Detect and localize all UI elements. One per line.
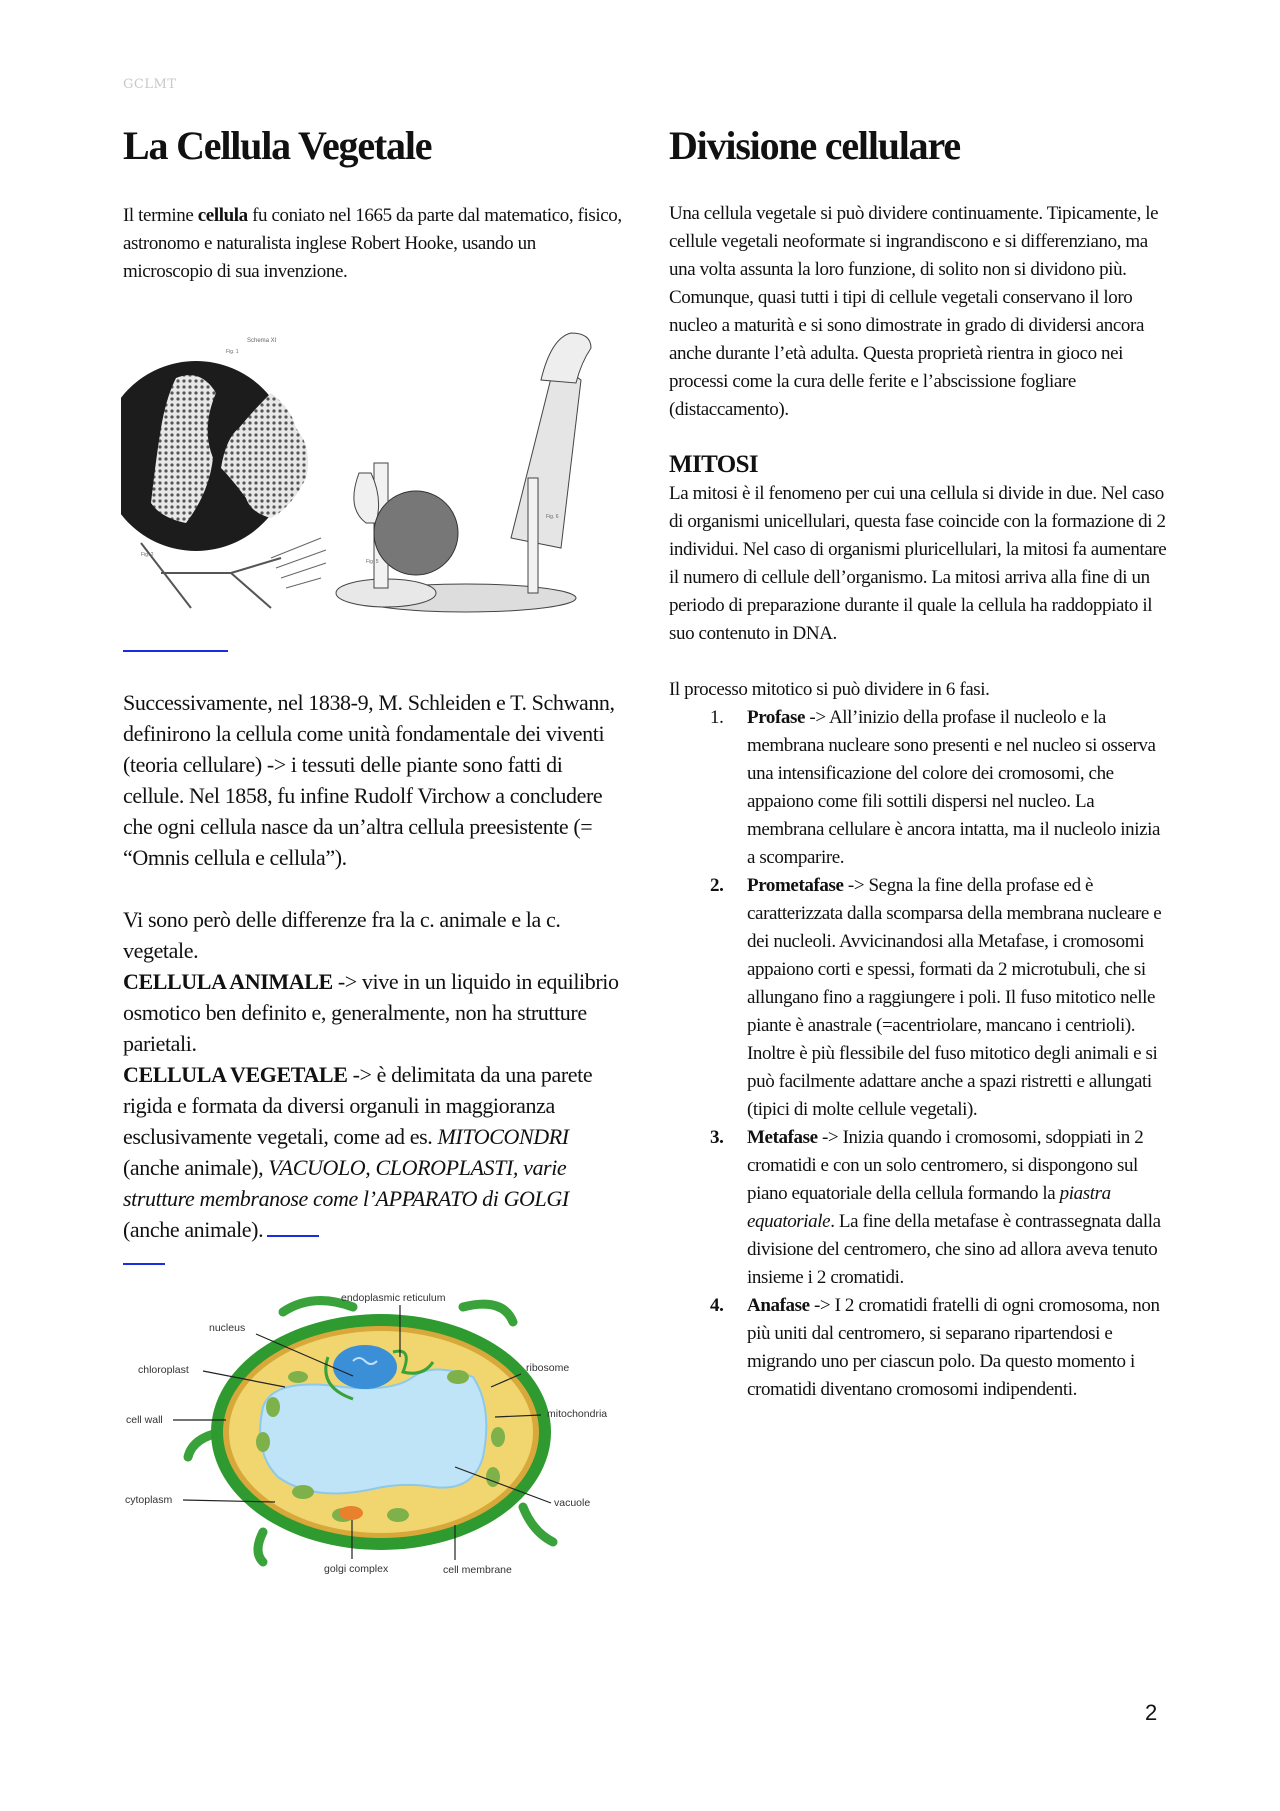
plant-cell-text: -> è delimitata da una parete rigida e formata da diversi organuli in maggioranza esclusivamente vegetali, come ad es. <box>123 1062 593 1149</box>
phase-description: -> I 2 cromatidi fratelli di ogni cromosoma, non più uniti dal centromero, si separano ripartendosi e migrando uno per ciascun polo. Da questo momento i cromatidi diventano cromosomi indipendenti. <box>747 1295 1160 1400</box>
left-column <box>123 118 623 1577</box>
animal-cell-label: CELLULA ANIMALE <box>123 969 333 994</box>
section-title-divisione-cellulare: Divisione cellulare <box>669 123 960 168</box>
svg-text:Fig. 5: Fig. 5 <box>366 559 379 565</box>
process-intro: Il processo mitotico si può dividere in 6 fasi. <box>669 679 990 700</box>
hyperlink-underline[interactable] <box>123 650 228 652</box>
phase-description: -> Segna la fine della profase ed è caratterizzata dalla scomparsa della membrana nucleare e dei nucleoli. Avvicinandosi alla Metafase, i cromosomi appaiono corti e spessi, formati da 2 microtubuli, che si allungano fino a raggiungere i poli. Il fuso mitotico nelle piante è anastrale (=acentriolare, mancano i centrioli). Inoltre è più flessibile del fuso mitotico degli animali e si può facilmente adattare anche a spazi ristretti e allungati (tipici di molte cellule vegetali). <box>747 875 1162 1120</box>
microscope-drawing <box>336 333 591 612</box>
intro-paragraph <box>123 202 623 286</box>
plant-cell-illustration <box>113 1277 613 1577</box>
svg-text:Fig. 2: Fig. 2 <box>141 552 154 558</box>
phase-italic-term: piastra equatoriale <box>747 1183 1111 1232</box>
phase-item-metafase <box>669 1124 1169 1292</box>
label-golgi-complex: golgi complex <box>324 1563 389 1575</box>
phase-description: -> Inizia quando i cromosomi, sdoppiati in 2 cromatidi e con un solo centromero, si dispongono sul piano equatoriale della cellula formando la <box>747 1127 1144 1204</box>
plant-cell-text-3: (anche animale). <box>123 1217 264 1242</box>
mitosis-phases-list <box>669 704 1169 1404</box>
label-nucleus: nucleus <box>209 1322 246 1334</box>
phase-item-anafase <box>669 1292 1169 1404</box>
hyperlink-underline-2[interactable] <box>123 1263 165 1265</box>
mitosi-heading: MITOSI <box>669 451 759 478</box>
animal-cell-text: -> vive in un liquido in equilibrio osmotico ben definito e, generalmente, non ha strutture parietali. <box>123 969 619 1056</box>
phase-description: -> All’inizio della profase il nucleolo e la membrana nucleare sono presenti e nel nucleo si osserva una intensificazione del colore dei cromosomi, che appaiono come fili sottili dispersi nel nucleo. La membrana cellulare è ancora intatta, ma il nucleolo inizia a scomparire. <box>747 707 1161 868</box>
plant-cell-diagram <box>113 1277 613 1577</box>
phase-name: Profase <box>747 707 806 728</box>
page-title-cellula-vegetale: La Cellula Vegetale <box>123 123 432 168</box>
division-intro-paragraph: Una cellula vegetale si può dividere continuamente. Tipicamente, le cellule vegetali neoformate si ingrandiscono e si differenziano, ma una volta assunta la loro funzione, di solito non si dividono più. Comunque, quasi tutti i tipi di cellule vegetali conservano il loro nucleo a maturità e si sono dimostrate in grado di dividersi ancora anche durante l’età adulta. Questa proprietà rientra in gioco nei processi come la cura delle ferite e l’abscissione fogliare (distaccamento). <box>669 203 1159 420</box>
organelle-mitochondria: MITOCONDRI <box>437 1124 569 1149</box>
intro-text-rest: fu coniato nel 1665 da parte dal matematico, fisico, astronomo e naturalista inglese Robert Hooke, usando un microscopio di sua invenzione. <box>123 205 622 282</box>
svg-text:Fig. 1: Fig. 1 <box>226 349 239 355</box>
fig-label-top: Schema XI <box>247 338 277 344</box>
phase-name: Anafase <box>747 1295 810 1316</box>
phase-name: Metafase <box>747 1127 818 1148</box>
intro-text: Il termine <box>123 205 198 226</box>
phase-number: 2. <box>710 875 724 896</box>
plant-cell-definition <box>123 1059 623 1245</box>
phase-number: 1. <box>710 707 724 728</box>
label-chloroplast: chloroplast <box>138 1364 189 1376</box>
svg-text:Fig. 6: Fig. 6 <box>546 514 559 520</box>
nucleus-shape <box>333 1345 397 1389</box>
hooke-microscope-figure <box>121 318 601 638</box>
intro-bold-term: cellula <box>197 205 248 226</box>
phase-item-profase <box>669 704 1169 872</box>
differences-paragraph <box>123 904 623 1245</box>
history-paragraph: Successivamente, nel 1838-9, M. Schleiden e T. Schwann, definirono la cellula come unità fondamentale dei viventi (teoria cellulare) -> i tessuti delle piante sono fatti di cellule. Nel 1858, fu infine Rudolf Virchow a concludere che ogni cellula nasce da un’altra cellula preesistente (= “Omnis cellula e cellula”). <box>123 690 615 870</box>
label-cell-wall: cell wall <box>126 1414 163 1426</box>
hooke-engraving-illustration <box>121 318 601 618</box>
phase-number: 3. <box>710 1127 724 1148</box>
mitosi-paragraph: La mitosi è il fenomeno per cui una cellula si divide in due. Nel caso di organismi unicellulari, questa fase coincide con la formazione di 2 individui. Nel caso di organismi pluricellulari, la mitosi fa aumentare il numero di cellule dell’organismo. La mitosi arriva alla fine di un periodo di preparazione durante il quale la cellula ha raddoppiato il suo contenuto in DNA. <box>669 483 1167 644</box>
animal-cell-definition <box>123 966 623 1059</box>
page-number: 2 <box>1145 1700 1158 1725</box>
hyperlink-underline-inline[interactable] <box>267 1235 319 1237</box>
label-vacuole: vacuole <box>554 1497 591 1509</box>
phase-description-rest: . La fine della metafase è contrassegnata dalla divisione del centromero, che sino ad allora aveva tenuto insieme i 2 cromatidi. <box>747 1211 1161 1288</box>
label-ribosome: ribosome <box>526 1362 570 1374</box>
phase-name: Prometafase <box>747 875 844 896</box>
label-cell-membrane: cell membrane <box>443 1564 512 1576</box>
label-mitochondria: mitochondria <box>547 1408 608 1420</box>
plant-cell-text-2: (anche animale), <box>123 1155 269 1180</box>
phase-number: 4. <box>710 1295 724 1316</box>
phase-item-prometafase <box>669 872 1169 1124</box>
label-endoplasmic-reticulum: endoplasmic reticulum <box>341 1292 446 1304</box>
organelle-list-italic: VACUOLO, CLOROPLASTI, varie strutture membranose come l’APPARATO di GOLGI <box>123 1155 569 1211</box>
label-cytoplasm: cytoplasm <box>125 1494 173 1506</box>
right-column <box>669 118 1169 1404</box>
differences-intro: Vi sono però delle differenze fra la c. animale e la c. vegetale. <box>123 907 561 963</box>
header-watermark: GCLMT <box>123 77 177 92</box>
plant-cell-label: CELLULA VEGETALE <box>123 1062 348 1087</box>
